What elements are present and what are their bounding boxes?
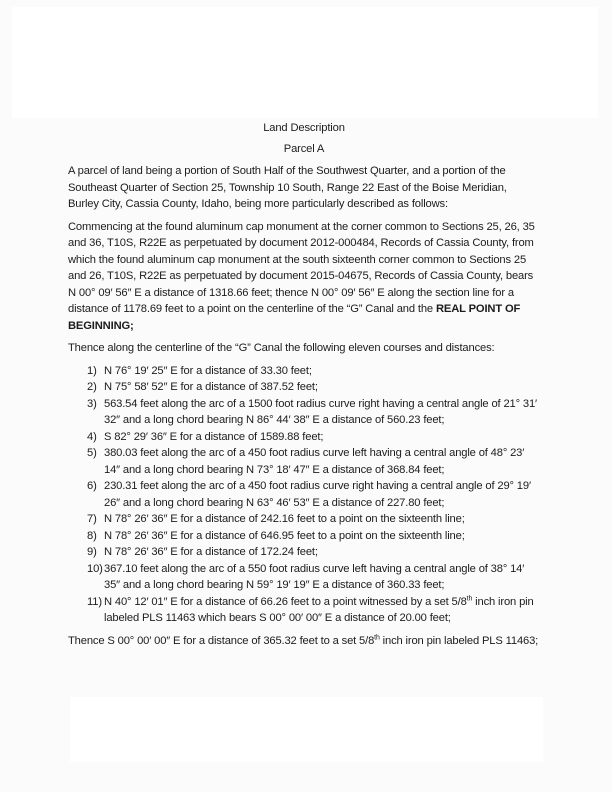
course-text: S 82° 29′ 36″ E for a distance of 1589.88 feet; xyxy=(104,430,324,443)
course-number: 2) xyxy=(87,381,97,393)
course-text-after: inch iron pin labeled PLS 11463 which bears S 00° 00′ 00″ E a distance of 20.00 feet; xyxy=(104,595,534,624)
document-title: Land Description xyxy=(263,122,345,134)
closing-text-before: Thence S 00° 00′ 00″ E for a distance of 365.32 feet to a set 5/8 xyxy=(68,634,375,647)
course-text: N 78° 26′ 36″ E for a distance of 646.95 feet to a point on the sixteenth line; xyxy=(104,529,465,542)
course-item xyxy=(68,544,540,561)
commencing-paragraph xyxy=(68,219,540,335)
course-item xyxy=(68,528,540,545)
courses-list xyxy=(68,363,540,627)
scan-blank-area-bottom xyxy=(70,697,543,762)
course-number: 1) xyxy=(87,364,97,377)
course-item xyxy=(68,478,540,511)
course-item xyxy=(68,379,540,396)
course-number: 3) xyxy=(87,397,97,410)
course-number: 8) xyxy=(87,529,97,542)
course-item xyxy=(68,396,540,429)
real-point-of-beginning: REAL POINT OF BEGINNING; xyxy=(68,303,521,332)
course-number: 11) xyxy=(87,595,102,608)
course-item xyxy=(68,594,540,627)
course-number: 4) xyxy=(87,430,97,443)
course-text: 230.31 feet along the arc of a 450 foot radius curve right having a central angle of 29° 19′ 26″ and a long chord bearing N 63° 46′ 53″ E a distance of 227.80 feet; xyxy=(104,480,531,509)
course-number: 10) xyxy=(87,562,103,575)
course-text-before: N 40° 12′ 01″ E for a distance of 66.26 feet to a point witnessed by a set 5/8 xyxy=(104,595,467,608)
course-text: N 78° 26′ 36″ E for a distance of 242.16 feet to a point on the sixteenth line; xyxy=(104,513,465,525)
closing-paragraph xyxy=(68,633,540,650)
course-text: N 75° 58′ 52″ E for a distance of 387.52 feet; xyxy=(104,381,318,393)
course-item xyxy=(68,561,540,594)
intro-paragraph: A parcel of land being a portion of South Half of the Southwest Quarter, and a portion of the Southeast Quarter of Section 25, Township 10 South, Range 22 East of the Boise Meridian, Burley City, Cassia County, Idaho, being more particularly described as follows: xyxy=(68,165,507,210)
course-number: 9) xyxy=(87,546,97,558)
course-text: 367.10 feet along the arc of a 550 foot radius curve left having a central angle of 38° 14′ 35″ and a long chord bearing N 59° 19′ 19″ E a distance of 360.33 feet; xyxy=(104,562,525,591)
course-number: 7) xyxy=(87,513,97,525)
course-number: 5) xyxy=(87,447,97,459)
document-page xyxy=(68,120,540,655)
ordinal-superscript: th xyxy=(374,633,380,641)
course-text: N 78° 26′ 36″ E for a distance of 172.24 feet; xyxy=(104,546,318,558)
ordinal-superscript: th xyxy=(466,594,473,602)
course-item xyxy=(68,445,540,478)
closing-text-after: inch iron pin labeled PLS 11463; xyxy=(379,634,539,647)
course-item xyxy=(68,511,540,528)
course-text: 380.03 feet along the arc of a 450 foot radius curve left having a central angle of 48° 23′ 14″ and a long chord bearing N 73° 18′ 47″ E a distance of 368.84 feet; xyxy=(104,447,525,476)
course-text: N 76° 19′ 25″ E for a distance of 33.30 feet; xyxy=(104,364,312,377)
course-item xyxy=(68,363,540,380)
course-text: 563.54 feet along the arc of a 1500 foot radius curve right having a central angle of 21° 31′ 32″ and a long chord bearing N 86° 44′ 38″ E a distance of 560.23 feet; xyxy=(104,397,537,426)
course-item xyxy=(68,429,540,446)
course-number: 6) xyxy=(87,480,97,492)
courses-intro-paragraph: Thence along the centerline of the “G” Canal the following eleven courses and distances: xyxy=(68,342,495,354)
commencing-text: Commencing at the found aluminum cap monument at the corner common to Sections 25, 26, 35 and 36, T10S, R22E as perpetuated by document 2012-000484, Records of Cassia County, from which the found aluminum cap monument at the south sixteenth corner common to Sections 25 and 26, T10S, R22E as perpetuated by document 2015-04675, Records of Cassia County, bears N 00° 09′ 56″ E a distance of 1318.66 feet; thence N 00° 09′ 56″ E along the section line for a distance of 1178.69 feet to a point on the centerline of the “G” Canal and the xyxy=(68,220,535,315)
scan-blank-area-top xyxy=(12,7,598,118)
parcel-heading: Parcel A xyxy=(283,142,325,155)
